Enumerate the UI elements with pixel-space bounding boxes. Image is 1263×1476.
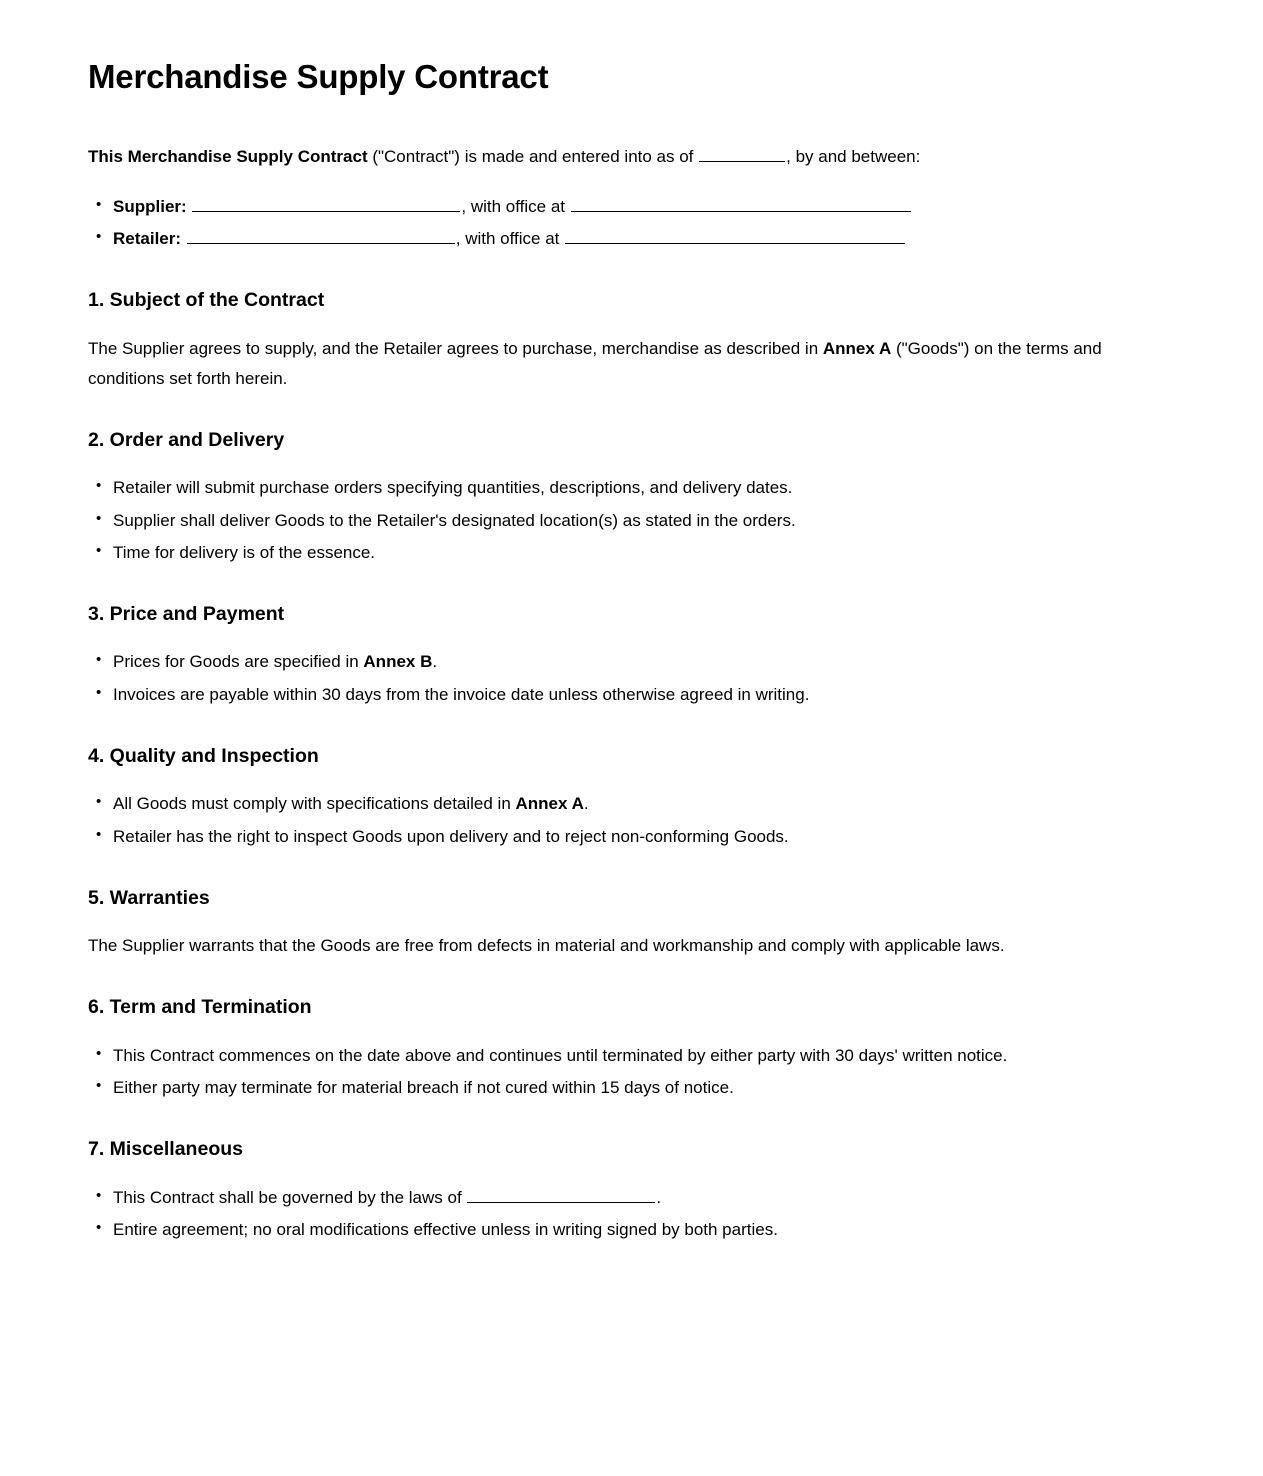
section-4-bullet1-part1: All Goods must comply with specifications detailed in xyxy=(113,794,516,814)
supplier-middle-text: , with office at xyxy=(461,196,570,216)
section-5-paragraph: The Supplier warrants that the Goods are free from defects in material and workmanship and comply with applicable laws. xyxy=(88,936,1005,956)
section-7-bullet1-part2: . xyxy=(656,1187,662,1207)
section-1-text-part2: ("Goods") on the terms and conditions set forth herein. xyxy=(88,338,1102,388)
intro-bold-lead: This Merchandise Supply Contract xyxy=(88,146,368,166)
list-item: • Either party may terminate for material breach if not cured within 15 days of notice. xyxy=(88,1073,1143,1103)
section-heading-4: 4. Quality and Inspection xyxy=(88,744,319,767)
section-3-bullet1-part1: Prices for Goods are specified in xyxy=(113,652,364,672)
section-heading-1: 1. Subject of the Contract xyxy=(88,289,325,312)
intro-text-before-blank: ("Contract") is made and entered into as of xyxy=(367,146,699,166)
section-miscellaneous xyxy=(88,1137,1143,1245)
annex-b-reference: Annex B xyxy=(363,652,433,672)
supplier-address-blank[interactable] xyxy=(571,195,911,212)
supplier-label: Supplier: xyxy=(113,196,187,216)
section-heading-6: 6. Term and Termination xyxy=(88,996,312,1019)
list-item xyxy=(88,1183,1143,1213)
section-7-bullets xyxy=(88,1183,1143,1246)
intro-text-after-blank: , by and between: xyxy=(786,146,921,166)
section-7-bullet1-part1: This Contract shall be governed by the laws of xyxy=(113,1187,467,1207)
page-title: Merchandise Supply Contract xyxy=(88,58,549,95)
annex-a-reference-2: Annex A xyxy=(515,794,584,814)
list-item: • Retailer will submit purchase orders specifying quantities, descriptions, and delivery dates. xyxy=(88,473,1143,503)
retailer-address-blank[interactable] xyxy=(565,227,905,244)
section-order-and-delivery xyxy=(88,428,1143,568)
section-quality-and-inspection xyxy=(88,744,1143,852)
retailer-middle-text: , with office at xyxy=(455,228,565,248)
supplier-name-blank[interactable] xyxy=(192,195,460,212)
party-list xyxy=(88,192,1143,255)
governing-law-blank[interactable] xyxy=(467,1186,655,1203)
section-1-text-part1: The Supplier agrees to supply, and the Retailer agrees to purchase, merchandise as described in xyxy=(88,338,823,358)
list-item xyxy=(88,789,1143,819)
list-item: • This Contract commences on the date above and continues until terminated by either party with 30 days' written notice. xyxy=(88,1041,1143,1071)
intro-paragraph xyxy=(88,142,1143,172)
section-term-and-termination xyxy=(88,995,1143,1103)
section-1-paragraph xyxy=(88,334,1123,395)
section-4-bullets xyxy=(88,789,1143,852)
list-item: • Retailer has the right to inspect Goods upon delivery and to reject non-conforming Goods. xyxy=(88,822,1143,852)
section-3-bullet1-part2: . xyxy=(432,652,438,672)
list-item: • Invoices are payable within 30 days from the invoice date unless otherwise agreed in writing. xyxy=(88,680,1143,710)
retailer-name-blank[interactable] xyxy=(187,227,455,244)
section-price-and-payment xyxy=(88,602,1143,710)
list-item: • Time for delivery is of the essence. xyxy=(88,538,1143,568)
list-item-supplier xyxy=(88,192,1143,222)
list-item-retailer xyxy=(88,224,1143,254)
list-item xyxy=(88,647,1143,677)
list-item: • Supplier shall deliver Goods to the Retailer's designated location(s) as stated in the orders. xyxy=(88,506,1143,536)
effective-date-blank[interactable] xyxy=(699,145,785,162)
annex-a-reference: Annex A xyxy=(822,338,892,358)
section-4-bullet1-part2: . xyxy=(583,794,589,814)
section-warranties xyxy=(88,886,1143,962)
list-item: • Entire agreement; no oral modifications effective unless in writing signed by both parties. xyxy=(88,1215,1143,1245)
retailer-label: Retailer: xyxy=(113,228,182,248)
section-6-bullets xyxy=(88,1041,1143,1104)
section-heading-5: 5. Warranties xyxy=(88,886,210,909)
section-subject-of-contract xyxy=(88,288,1143,394)
section-heading-2: 2. Order and Delivery xyxy=(88,429,285,452)
section-2-bullets xyxy=(88,473,1143,568)
section-heading-7: 7. Miscellaneous xyxy=(88,1138,243,1161)
section-heading-3: 3. Price and Payment xyxy=(88,603,285,626)
section-3-bullets xyxy=(88,647,1143,710)
